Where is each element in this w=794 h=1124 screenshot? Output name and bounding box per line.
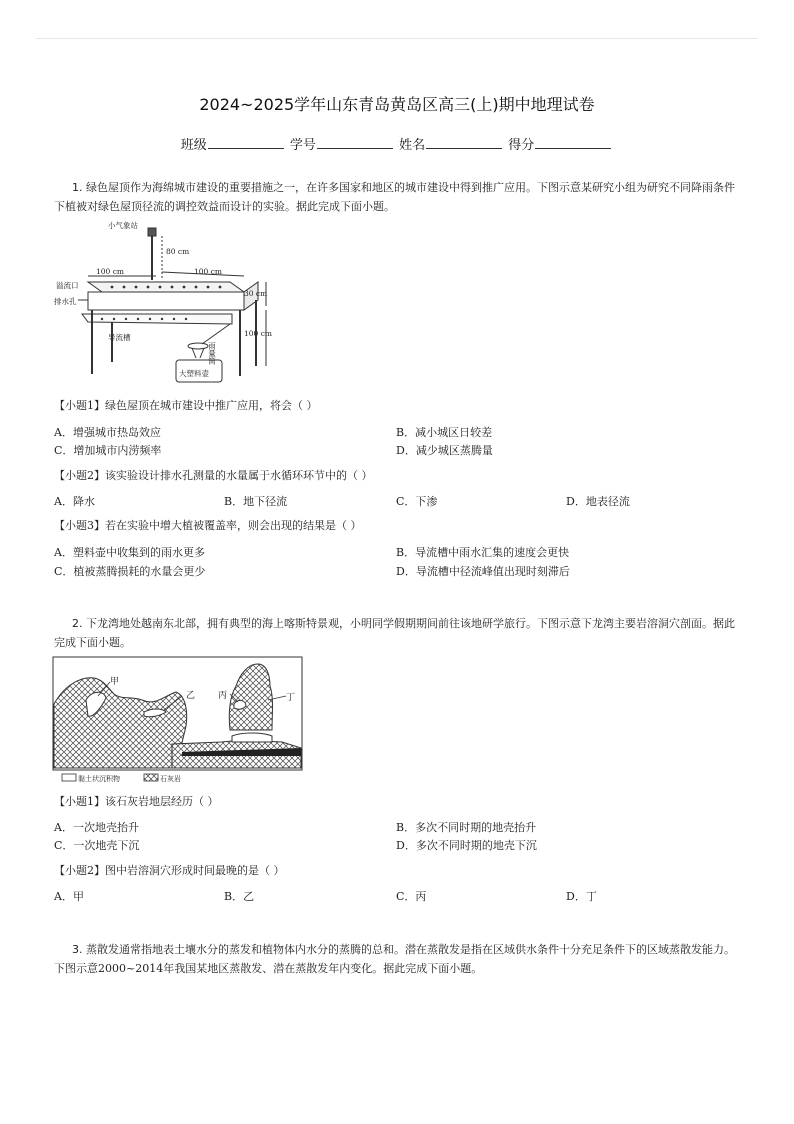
name-label: 姓名	[399, 138, 426, 153]
header-divider	[36, 38, 758, 39]
q1-sub3-option-d[interactable]: D．导流槽中径流峰值出现时刻滞后	[396, 565, 570, 578]
id-label: 学号	[289, 138, 316, 153]
score-label: 得分	[508, 138, 535, 153]
q1-sub1-label: 【小题1】绿色屋顶在城市建设中推广应用，将会（ ）	[54, 399, 318, 412]
label-raingauge: 雨量筒	[207, 342, 217, 365]
q1-sub1-option-c[interactable]: C．增加城市内涝频率	[54, 444, 162, 457]
q2-sub1-option-d[interactable]: D．多次不同时期的地壳下沉	[396, 839, 537, 852]
label-80cm: 80 cm	[166, 247, 190, 256]
label-bucket: 大塑料壶	[179, 369, 209, 378]
cave-ding-sediment	[232, 733, 272, 742]
id-blank[interactable]	[317, 136, 393, 149]
q3-stem	[54, 940, 740, 978]
q2-sub2-option-d[interactable]: D．丁	[566, 890, 597, 903]
q1-sub3-option-c[interactable]: C．植被蒸腾损耗的水量会更少	[54, 565, 206, 578]
score-blank[interactable]	[535, 136, 611, 149]
label-overflow: 溢流口	[56, 281, 79, 290]
q2-stem	[54, 614, 740, 652]
q1-sub3-label: 【小题3】若在实验中增大植被覆盖率，则会出现的结果是（ ）	[54, 519, 362, 532]
student-info-row	[0, 134, 794, 153]
q2-number: 2.	[72, 617, 83, 630]
q3-number: 3.	[72, 943, 83, 956]
q2-text: 下龙湾地处越南东北部，拥有典型的海上喀斯特景观，小明同学假期期间前往该地研学旅行。下图示意下龙湾主要岩溶洞穴剖面。据此完成下面小题。	[54, 617, 735, 649]
label-drain: 排水孔	[54, 297, 77, 306]
legend-label-clay: 黏土状沉积物	[78, 775, 120, 783]
q1-sub2-label: 【小题2】该实验设计排水孔测量的水量属于水循环环节中的（ ）	[54, 469, 373, 482]
label-100cm-b: 100 cm	[194, 267, 223, 276]
q2-sub2-option-c[interactable]: C．丙	[396, 890, 427, 903]
q1-sub1-option-b[interactable]: B．减小城区日较差	[396, 426, 493, 439]
class-label: 班级	[180, 138, 207, 153]
q1-number: 1.	[72, 181, 83, 194]
label-bing: 丙	[218, 691, 228, 701]
class-blank[interactable]	[208, 136, 284, 149]
name-blank[interactable]	[426, 136, 502, 149]
q1-sub2-option-d[interactable]: D．地表径流	[566, 495, 630, 508]
q1-sub2-option-c[interactable]: C．下渗	[396, 495, 438, 508]
legend-swatch-limestone	[144, 774, 158, 781]
q1-sub2-option-a[interactable]: A．降水	[54, 495, 95, 508]
q1-green-roof-figure	[52, 216, 292, 386]
q1-sub3-option-b[interactable]: B．导流槽中雨水汇集的速度会更快	[396, 546, 570, 559]
label-30cm: 30 cm	[244, 289, 268, 298]
q2-sub1-option-b[interactable]: B．多次不同时期的地壳抬升	[396, 821, 537, 834]
q2-sub1-option-c[interactable]: C．一次地壳下沉	[54, 839, 140, 852]
q1-stem	[54, 178, 740, 216]
q2-sub1-option-a[interactable]: A．一次地壳抬升	[54, 821, 139, 834]
q1-sub3-option-a[interactable]: A．塑料壶中收集到的雨水更多	[54, 546, 205, 559]
q1-sub2-option-b[interactable]: B．地下径流	[224, 495, 288, 508]
q2-sub2-option-a[interactable]: A．甲	[54, 890, 84, 903]
label-100cm-c: 100 cm	[244, 329, 273, 338]
q1-text: 绿色屋顶作为海绵城市建设的重要措施之一，在许多国家和地区的城市建设中得到推广应用。下图示意某研究小组为研究不同降雨条件下植被对绿色屋顶径流的调控效益而设计的实验。据此完成下面小题。	[54, 181, 735, 213]
label-ding: 丁	[286, 693, 296, 703]
label-100cm-a: 100 cm	[96, 267, 125, 276]
label-station: 小气象站	[108, 221, 138, 230]
q2-sub2-label: 【小题2】图中岩溶洞穴形成时间最晚的是（ ）	[54, 864, 285, 877]
q3-text: 蒸散发通常指地表土壤水分的蒸发和植物体内水分的蒸腾的总和。潜在蒸散发是指在区域供水条件十分充足条件下的区域蒸散发能力。下图示意2000~2014年我国某地区蒸散发、潜在蒸散发年内变化。据此完成下面小题。	[54, 943, 735, 975]
label-jia: 甲	[110, 677, 120, 687]
cave-bing	[234, 700, 246, 709]
legend-label-limestone: 石灰岩	[160, 775, 181, 783]
label-yi: 乙	[186, 691, 196, 701]
label-gutter: 导流槽	[108, 333, 131, 342]
q2-sub2-option-b[interactable]: B．乙	[224, 890, 255, 903]
exam-title: 2024~2025学年山东青岛黄岛区高三(上)期中地理试卷	[199, 95, 595, 114]
q2-sub1-label: 【小题1】该石灰岩地层经历（ ）	[54, 795, 219, 808]
q2-karst-cave-figure	[52, 656, 304, 786]
legend-swatch-clay	[62, 774, 76, 781]
q1-sub1-option-a[interactable]: A．增强城市热岛效应	[54, 426, 161, 439]
q1-sub1-option-d[interactable]: D．减少城区蒸腾量	[396, 444, 493, 457]
